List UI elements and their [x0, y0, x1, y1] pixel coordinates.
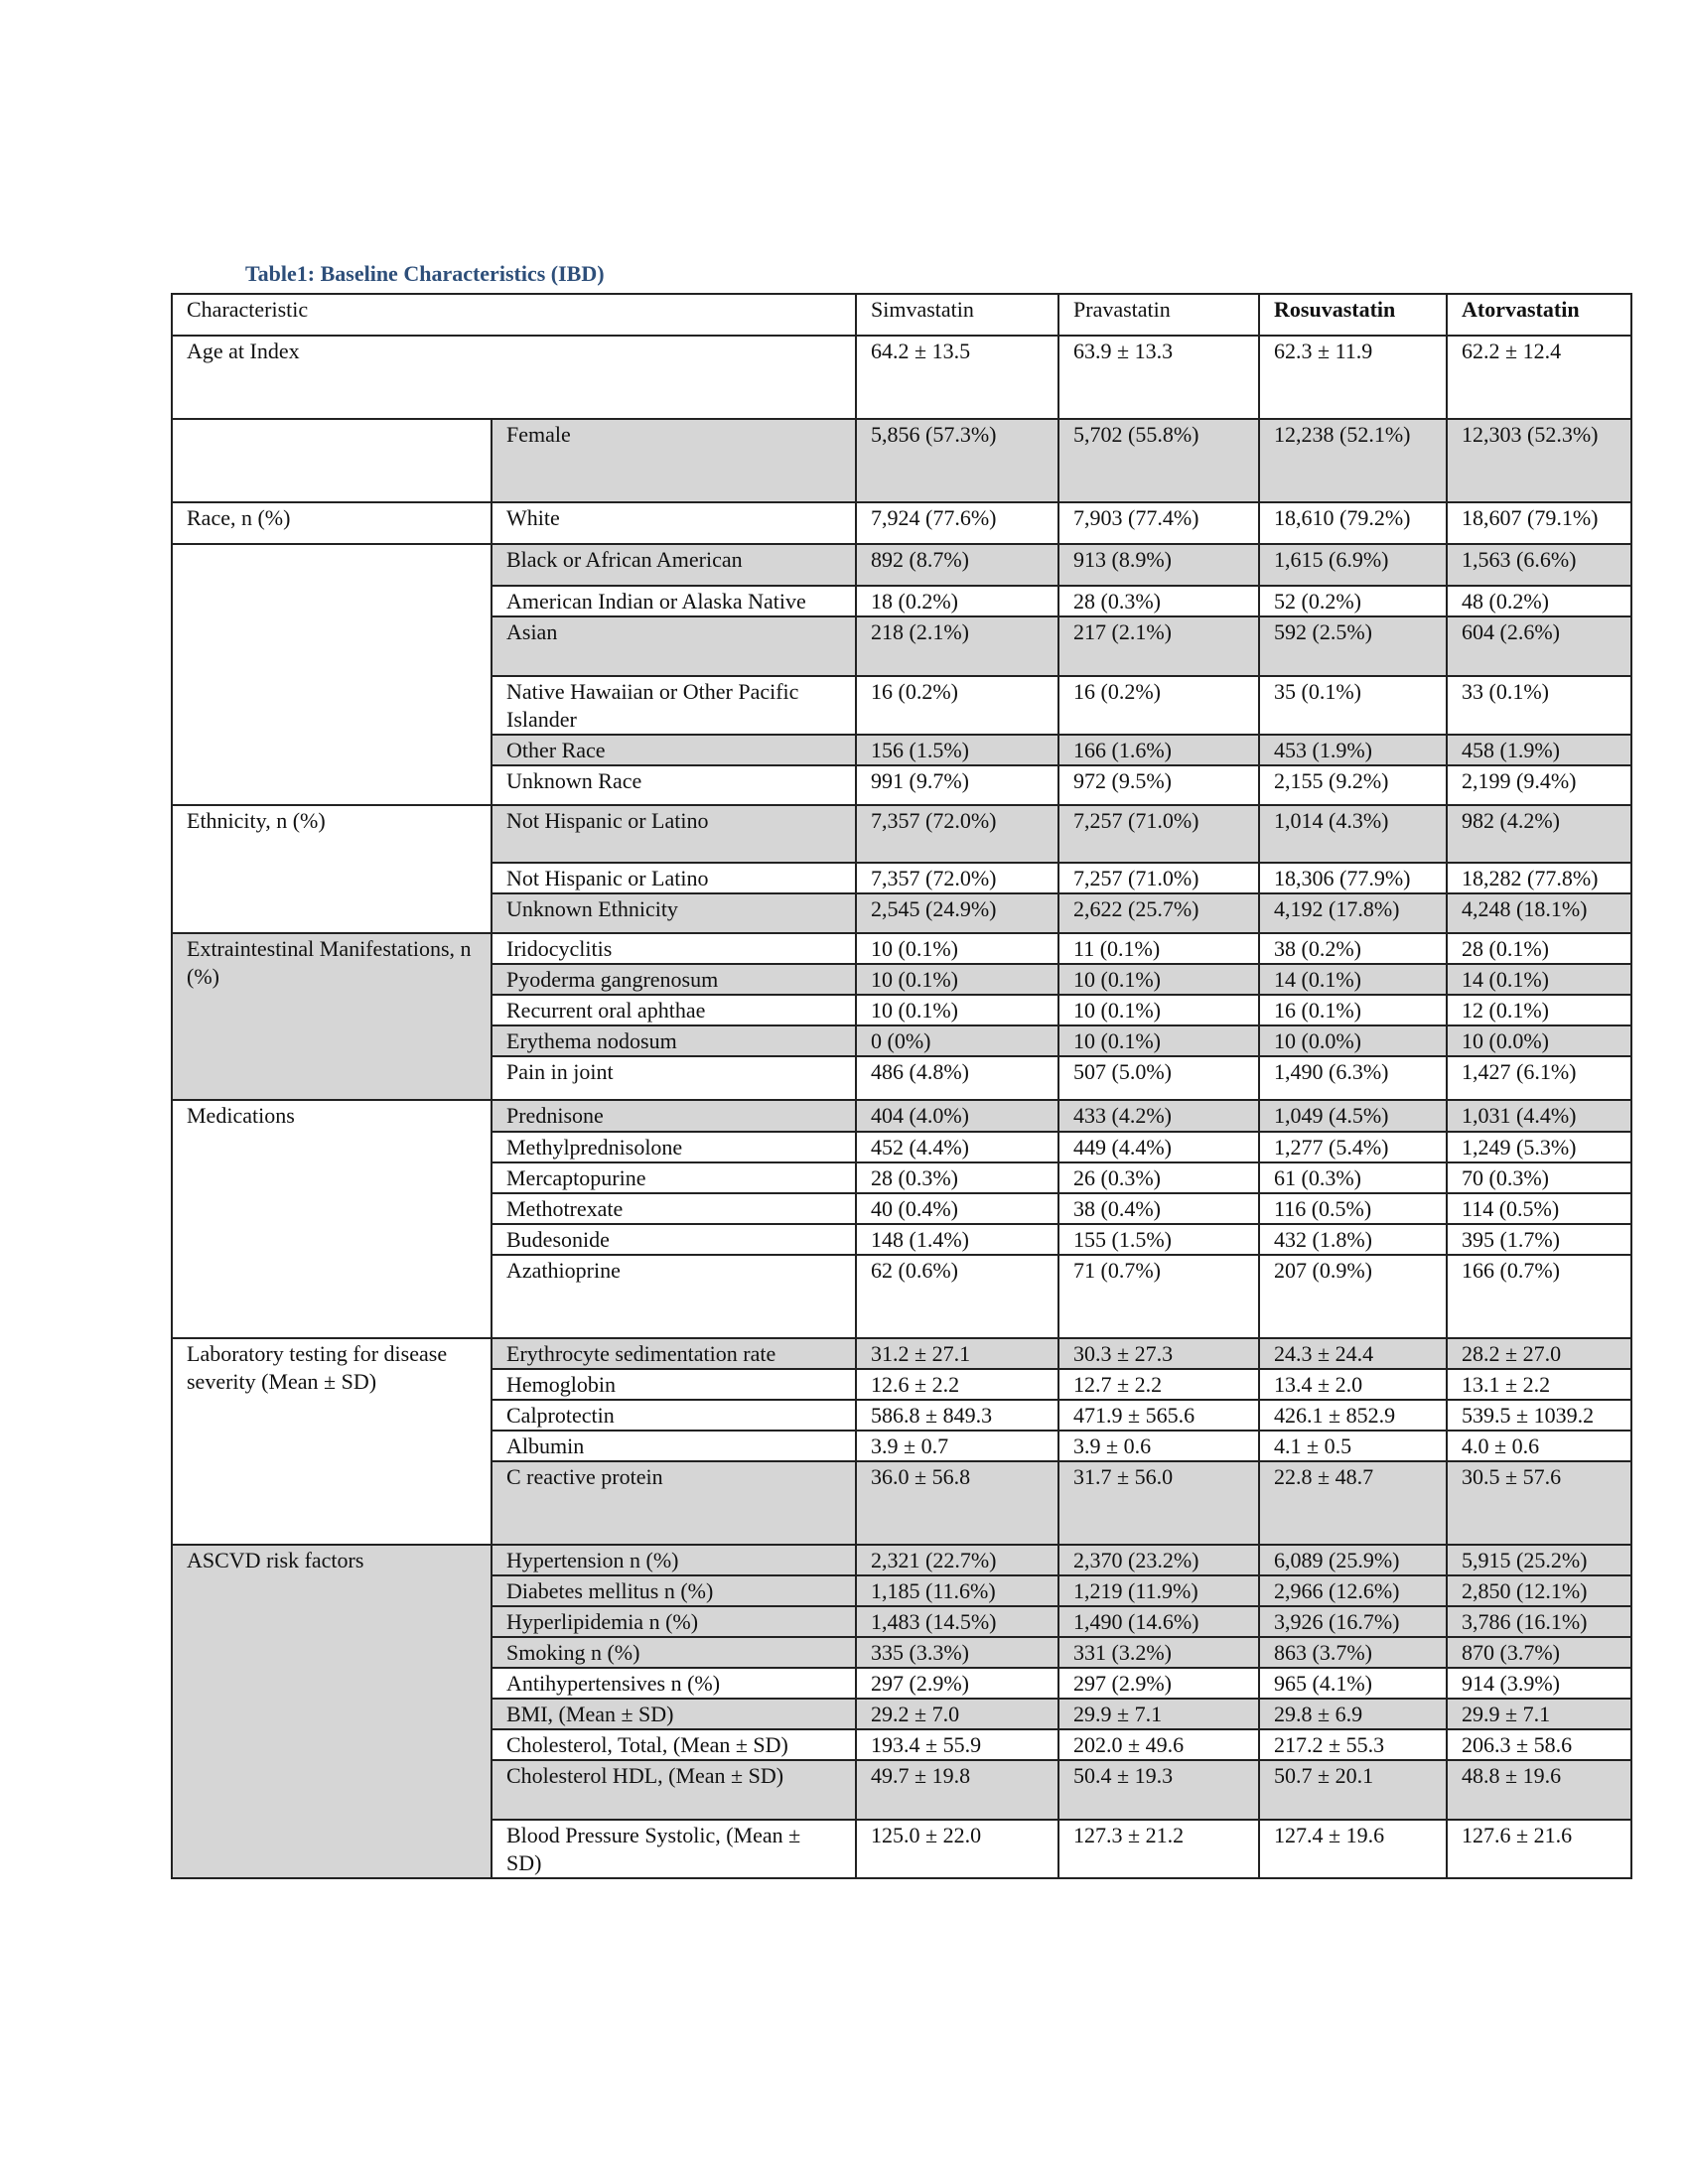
row-sub-label: Antihypertensives n (%) [492, 1668, 856, 1699]
atorvastatin-value: 48 (0.2%) [1447, 586, 1631, 616]
rosuvastatin-value: 6,089 (25.9%) [1259, 1545, 1447, 1575]
pravastatin-value: 3.9 ± 0.6 [1058, 1431, 1259, 1461]
pravastatin-value: 972 (9.5%) [1058, 765, 1259, 805]
simvastatin-value: 62 (0.6%) [856, 1255, 1058, 1338]
atorvastatin-value: 1,249 (5.3%) [1447, 1132, 1631, 1162]
table-row [172, 336, 1631, 419]
row-group-label: Age at Index [172, 336, 856, 419]
row-group-label: Extraintestinal Manifestations, n (%) [172, 933, 492, 1100]
pravastatin-value: 7,903 (77.4%) [1058, 502, 1259, 544]
rosuvastatin-value: 453 (1.9%) [1259, 735, 1447, 765]
atorvastatin-value: 982 (4.2%) [1447, 805, 1631, 863]
atorvastatin-value: 18,607 (79.1%) [1447, 502, 1631, 544]
rosuvastatin-value: 16 (0.1%) [1259, 995, 1447, 1025]
row-sub-label: Calprotectin [492, 1400, 856, 1431]
simvastatin-value: 452 (4.4%) [856, 1132, 1058, 1162]
rosuvastatin-value: 24.3 ± 24.4 [1259, 1338, 1447, 1369]
rosuvastatin-value: 13.4 ± 2.0 [1259, 1369, 1447, 1400]
table-row [172, 1338, 1631, 1369]
pravastatin-value: 12.7 ± 2.2 [1058, 1369, 1259, 1400]
simvastatin-value: 2,545 (24.9%) [856, 893, 1058, 933]
simvastatin-value: 31.2 ± 27.1 [856, 1338, 1058, 1369]
rosuvastatin-value: 50.7 ± 20.1 [1259, 1760, 1447, 1820]
pravastatin-value: 5,702 (55.8%) [1058, 419, 1259, 502]
row-sub-label: Smoking n (%) [492, 1637, 856, 1668]
pravastatin-value: 31.7 ± 56.0 [1058, 1461, 1259, 1545]
simvastatin-value: 218 (2.1%) [856, 616, 1058, 676]
simvastatin-value: 335 (3.3%) [856, 1637, 1058, 1668]
row-sub-label: BMI, (Mean ± SD) [492, 1699, 856, 1729]
header-pravastatin: Pravastatin [1058, 294, 1259, 336]
baseline-characteristics-table [171, 293, 1632, 1879]
simvastatin-value: 10 (0.1%) [856, 933, 1058, 964]
row-sub-label: C reactive protein [492, 1461, 856, 1545]
pravastatin-value: 26 (0.3%) [1058, 1162, 1259, 1193]
pravastatin-value: 16 (0.2%) [1058, 676, 1259, 735]
row-group-label: Race, n (%) [172, 502, 492, 544]
rosuvastatin-value: 1,014 (4.3%) [1259, 805, 1447, 863]
atorvastatin-value: 1,563 (6.6%) [1447, 544, 1631, 586]
simvastatin-value: 297 (2.9%) [856, 1668, 1058, 1699]
atorvastatin-value: 206.3 ± 58.6 [1447, 1729, 1631, 1760]
row-sub-label: Black or African American [492, 544, 856, 586]
simvastatin-value: 1,483 (14.5%) [856, 1606, 1058, 1637]
pravastatin-value: 507 (5.0%) [1058, 1056, 1259, 1100]
rosuvastatin-value: 52 (0.2%) [1259, 586, 1447, 616]
simvastatin-value: 7,357 (72.0%) [856, 805, 1058, 863]
atorvastatin-value: 33 (0.1%) [1447, 676, 1631, 735]
rosuvastatin-value: 62.3 ± 11.9 [1259, 336, 1447, 419]
atorvastatin-value: 18,282 (77.8%) [1447, 863, 1631, 893]
rosuvastatin-value: 38 (0.2%) [1259, 933, 1447, 964]
simvastatin-value: 49.7 ± 19.8 [856, 1760, 1058, 1820]
table-row [172, 419, 1631, 502]
row-sub-label: Azathioprine [492, 1255, 856, 1338]
atorvastatin-value: 458 (1.9%) [1447, 735, 1631, 765]
atorvastatin-value: 48.8 ± 19.6 [1447, 1760, 1631, 1820]
pravastatin-value: 7,257 (71.0%) [1058, 863, 1259, 893]
rosuvastatin-value: 29.8 ± 6.9 [1259, 1699, 1447, 1729]
rosuvastatin-value: 18,306 (77.9%) [1259, 863, 1447, 893]
atorvastatin-value: 166 (0.7%) [1447, 1255, 1631, 1338]
atorvastatin-value: 1,031 (4.4%) [1447, 1100, 1631, 1132]
rosuvastatin-value: 1,277 (5.4%) [1259, 1132, 1447, 1162]
pravastatin-value: 71 (0.7%) [1058, 1255, 1259, 1338]
atorvastatin-value: 14 (0.1%) [1447, 964, 1631, 995]
atorvastatin-value: 5,915 (25.2%) [1447, 1545, 1631, 1575]
pravastatin-value: 155 (1.5%) [1058, 1224, 1259, 1255]
rosuvastatin-value: 4,192 (17.8%) [1259, 893, 1447, 933]
row-sub-label: Hypertension n (%) [492, 1545, 856, 1575]
pravastatin-value: 10 (0.1%) [1058, 995, 1259, 1025]
pravastatin-value: 1,219 (11.9%) [1058, 1575, 1259, 1606]
row-sub-label: Hyperlipidemia n (%) [492, 1606, 856, 1637]
rosuvastatin-value: 116 (0.5%) [1259, 1193, 1447, 1224]
row-sub-label: Erythema nodosum [492, 1025, 856, 1056]
pravastatin-value: 11 (0.1%) [1058, 933, 1259, 964]
row-sub-label: White [492, 502, 856, 544]
pravastatin-value: 30.3 ± 27.3 [1058, 1338, 1259, 1369]
simvastatin-value: 2,321 (22.7%) [856, 1545, 1058, 1575]
row-sub-label: Pain in joint [492, 1056, 856, 1100]
rosuvastatin-value: 22.8 ± 48.7 [1259, 1461, 1447, 1545]
pravastatin-value: 913 (8.9%) [1058, 544, 1259, 586]
pravastatin-value: 449 (4.4%) [1058, 1132, 1259, 1162]
atorvastatin-value: 4.0 ± 0.6 [1447, 1431, 1631, 1461]
row-sub-label: Albumin [492, 1431, 856, 1461]
simvastatin-value: 0 (0%) [856, 1025, 1058, 1056]
header-rosuvastatin: Rosuvastatin [1259, 294, 1447, 336]
pravastatin-value: 7,257 (71.0%) [1058, 805, 1259, 863]
row-sub-label: Hemoglobin [492, 1369, 856, 1400]
row-sub-label: Other Race [492, 735, 856, 765]
table-row [172, 933, 1631, 964]
rosuvastatin-value: 207 (0.9%) [1259, 1255, 1447, 1338]
simvastatin-value: 148 (1.4%) [856, 1224, 1058, 1255]
row-group-label: Ethnicity, n (%) [172, 805, 492, 933]
row-group-label [172, 419, 492, 502]
row-sub-label: Not Hispanic or Latino [492, 863, 856, 893]
simvastatin-value: 892 (8.7%) [856, 544, 1058, 586]
row-sub-label: Mercaptopurine [492, 1162, 856, 1193]
rosuvastatin-value: 1,615 (6.9%) [1259, 544, 1447, 586]
pravastatin-value: 471.9 ± 565.6 [1058, 1400, 1259, 1431]
row-sub-label: Not Hispanic or Latino [492, 805, 856, 863]
row-sub-label: American Indian or Alaska Native [492, 586, 856, 616]
simvastatin-value: 64.2 ± 13.5 [856, 336, 1058, 419]
row-sub-label: Budesonide [492, 1224, 856, 1255]
pravastatin-value: 29.9 ± 7.1 [1058, 1699, 1259, 1729]
rosuvastatin-value: 10 (0.0%) [1259, 1025, 1447, 1056]
row-sub-label: Asian [492, 616, 856, 676]
row-sub-label: Erythrocyte sedimentation rate [492, 1338, 856, 1369]
pravastatin-value: 50.4 ± 19.3 [1058, 1760, 1259, 1820]
row-sub-label: Prednisone [492, 1100, 856, 1132]
row-sub-label: Methylprednisolone [492, 1132, 856, 1162]
row-sub-label: Blood Pressure Systolic, (Mean ± SD) [492, 1820, 856, 1878]
simvastatin-value: 7,357 (72.0%) [856, 863, 1058, 893]
atorvastatin-value: 3,786 (16.1%) [1447, 1606, 1631, 1637]
simvastatin-value: 486 (4.8%) [856, 1056, 1058, 1100]
rosuvastatin-value: 18,610 (79.2%) [1259, 502, 1447, 544]
row-sub-label: Native Hawaiian or Other Pacific Islander [492, 676, 856, 735]
simvastatin-value: 404 (4.0%) [856, 1100, 1058, 1132]
pravastatin-value: 28 (0.3%) [1058, 586, 1259, 616]
simvastatin-value: 156 (1.5%) [856, 735, 1058, 765]
simvastatin-value: 40 (0.4%) [856, 1193, 1058, 1224]
rosuvastatin-value: 14 (0.1%) [1259, 964, 1447, 995]
atorvastatin-value: 28.2 ± 27.0 [1447, 1338, 1631, 1369]
header-characteristic: Characteristic [172, 294, 856, 336]
atorvastatin-value: 2,850 (12.1%) [1447, 1575, 1631, 1606]
row-sub-label: Unknown Ethnicity [492, 893, 856, 933]
atorvastatin-value: 12,303 (52.3%) [1447, 419, 1631, 502]
rosuvastatin-value: 592 (2.5%) [1259, 616, 1447, 676]
rosuvastatin-value: 863 (3.7%) [1259, 1637, 1447, 1668]
row-sub-label: Diabetes mellitus n (%) [492, 1575, 856, 1606]
simvastatin-value: 18 (0.2%) [856, 586, 1058, 616]
rosuvastatin-value: 432 (1.8%) [1259, 1224, 1447, 1255]
header-atorvastatin: Atorvastatin [1447, 294, 1631, 336]
table-row [172, 544, 1631, 586]
atorvastatin-value: 127.6 ± 21.6 [1447, 1820, 1631, 1878]
pravastatin-value: 2,622 (25.7%) [1058, 893, 1259, 933]
table-row [172, 502, 1631, 544]
pravastatin-value: 38 (0.4%) [1058, 1193, 1259, 1224]
simvastatin-value: 193.4 ± 55.9 [856, 1729, 1058, 1760]
pravastatin-value: 127.3 ± 21.2 [1058, 1820, 1259, 1878]
simvastatin-value: 586.8 ± 849.3 [856, 1400, 1058, 1431]
atorvastatin-value: 13.1 ± 2.2 [1447, 1369, 1631, 1400]
atorvastatin-value: 395 (1.7%) [1447, 1224, 1631, 1255]
pravastatin-value: 1,490 (14.6%) [1058, 1606, 1259, 1637]
row-group-label: ASCVD risk factors [172, 1545, 492, 1878]
pravastatin-value: 331 (3.2%) [1058, 1637, 1259, 1668]
atorvastatin-value: 870 (3.7%) [1447, 1637, 1631, 1668]
row-sub-label: Cholesterol HDL, (Mean ± SD) [492, 1760, 856, 1820]
pravastatin-value: 166 (1.6%) [1058, 735, 1259, 765]
rosuvastatin-value: 127.4 ± 19.6 [1259, 1820, 1447, 1878]
atorvastatin-value: 4,248 (18.1%) [1447, 893, 1631, 933]
simvastatin-value: 12.6 ± 2.2 [856, 1369, 1058, 1400]
row-group-label: Laboratory testing for disease severity (Mean ± SD) [172, 1338, 492, 1545]
row-sub-label: Recurrent oral aphthae [492, 995, 856, 1025]
row-sub-label: Female [492, 419, 856, 502]
atorvastatin-value: 30.5 ± 57.6 [1447, 1461, 1631, 1545]
atorvastatin-value: 114 (0.5%) [1447, 1193, 1631, 1224]
simvastatin-value: 29.2 ± 7.0 [856, 1699, 1058, 1729]
rosuvastatin-value: 12,238 (52.1%) [1259, 419, 1447, 502]
simvastatin-value: 36.0 ± 56.8 [856, 1461, 1058, 1545]
row-sub-label: Methotrexate [492, 1193, 856, 1224]
rosuvastatin-value: 2,966 (12.6%) [1259, 1575, 1447, 1606]
rosuvastatin-value: 965 (4.1%) [1259, 1668, 1447, 1699]
rosuvastatin-value: 1,049 (4.5%) [1259, 1100, 1447, 1132]
row-sub-label: Iridocyclitis [492, 933, 856, 964]
atorvastatin-value: 12 (0.1%) [1447, 995, 1631, 1025]
atorvastatin-value: 28 (0.1%) [1447, 933, 1631, 964]
pravastatin-value: 2,370 (23.2%) [1058, 1545, 1259, 1575]
rosuvastatin-value: 4.1 ± 0.5 [1259, 1431, 1447, 1461]
rosuvastatin-value: 35 (0.1%) [1259, 676, 1447, 735]
table-title: Table1: Baseline Characteristics (IBD) [245, 261, 605, 286]
atorvastatin-value: 10 (0.0%) [1447, 1025, 1631, 1056]
rosuvastatin-value: 1,490 (6.3%) [1259, 1056, 1447, 1100]
table-row [172, 1100, 1631, 1132]
table-row [172, 805, 1631, 863]
atorvastatin-value: 62.2 ± 12.4 [1447, 336, 1631, 419]
simvastatin-value: 3.9 ± 0.7 [856, 1431, 1058, 1461]
simvastatin-value: 125.0 ± 22.0 [856, 1820, 1058, 1878]
atorvastatin-value: 914 (3.9%) [1447, 1668, 1631, 1699]
atorvastatin-value: 29.9 ± 7.1 [1447, 1699, 1631, 1729]
pravastatin-value: 433 (4.2%) [1058, 1100, 1259, 1132]
row-sub-label: Cholesterol, Total, (Mean ± SD) [492, 1729, 856, 1760]
simvastatin-value: 7,924 (77.6%) [856, 502, 1058, 544]
simvastatin-value: 10 (0.1%) [856, 964, 1058, 995]
row-group-label [172, 544, 492, 805]
rosuvastatin-value: 426.1 ± 852.9 [1259, 1400, 1447, 1431]
rosuvastatin-value: 217.2 ± 55.3 [1259, 1729, 1447, 1760]
simvastatin-value: 1,185 (11.6%) [856, 1575, 1058, 1606]
atorvastatin-value: 2,199 (9.4%) [1447, 765, 1631, 805]
atorvastatin-value: 1,427 (6.1%) [1447, 1056, 1631, 1100]
header-simvastatin: Simvastatin [856, 294, 1058, 336]
rosuvastatin-value: 61 (0.3%) [1259, 1162, 1447, 1193]
header-row [172, 294, 1631, 336]
simvastatin-value: 5,856 (57.3%) [856, 419, 1058, 502]
atorvastatin-value: 604 (2.6%) [1447, 616, 1631, 676]
row-sub-label: Unknown Race [492, 765, 856, 805]
simvastatin-value: 28 (0.3%) [856, 1162, 1058, 1193]
pravastatin-value: 217 (2.1%) [1058, 616, 1259, 676]
atorvastatin-value: 539.5 ± 1039.2 [1447, 1400, 1631, 1431]
simvastatin-value: 10 (0.1%) [856, 995, 1058, 1025]
rosuvastatin-value: 2,155 (9.2%) [1259, 765, 1447, 805]
row-group-label: Medications [172, 1100, 492, 1338]
pravastatin-value: 10 (0.1%) [1058, 964, 1259, 995]
simvastatin-value: 16 (0.2%) [856, 676, 1058, 735]
row-sub-label: Pyoderma gangrenosum [492, 964, 856, 995]
atorvastatin-value: 70 (0.3%) [1447, 1162, 1631, 1193]
pravastatin-value: 202.0 ± 49.6 [1058, 1729, 1259, 1760]
simvastatin-value: 991 (9.7%) [856, 765, 1058, 805]
pravastatin-value: 297 (2.9%) [1058, 1668, 1259, 1699]
table-row [172, 1545, 1631, 1575]
pravastatin-value: 63.9 ± 13.3 [1058, 336, 1259, 419]
pravastatin-value: 10 (0.1%) [1058, 1025, 1259, 1056]
rosuvastatin-value: 3,926 (16.7%) [1259, 1606, 1447, 1637]
